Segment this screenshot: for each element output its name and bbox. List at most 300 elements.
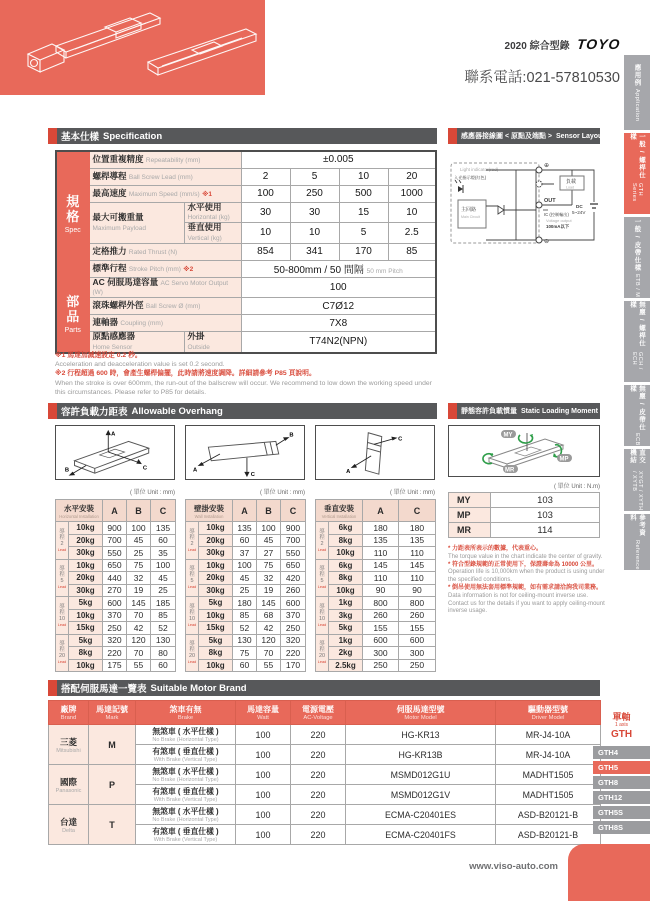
moment-label-mp: MP xyxy=(559,456,569,463)
overhang-value: 45 xyxy=(257,534,281,547)
unit-label: ( 單位 Unit : mm) xyxy=(130,490,175,496)
overhang-col-c: C xyxy=(151,500,176,522)
payload-cell: 30kg xyxy=(69,584,103,597)
overhang-row xyxy=(56,534,176,547)
overhang-value: 135 xyxy=(363,534,399,547)
install-type-en: Horizontal Installation xyxy=(59,513,99,519)
side-tab-gth-series[interactable] xyxy=(624,133,650,214)
payload-cell: 10kg xyxy=(329,547,363,560)
lead-en: Lead xyxy=(187,659,197,664)
motor-header-en: Mark xyxy=(105,715,119,721)
lead-en: Lead xyxy=(317,547,327,552)
actuator-line-art xyxy=(0,0,265,95)
overhang-value: 19 xyxy=(257,584,281,597)
moment-axis: MR xyxy=(449,523,491,538)
brake-zh: 無煞車 ( 水平仕樣 ) xyxy=(152,767,219,776)
model-tab-list xyxy=(593,746,650,834)
overhang-value: 27 xyxy=(257,547,281,560)
spec-row-motor-output xyxy=(56,277,436,298)
overhang-row xyxy=(186,634,306,647)
moment-value: 114 xyxy=(491,523,600,538)
payload-cell: 8kg xyxy=(329,534,363,547)
overhang-value: 70 xyxy=(257,647,281,660)
spec-value: 30 xyxy=(290,202,339,223)
overhang-value: 440 xyxy=(103,572,127,585)
lead-group-10 xyxy=(186,597,199,635)
overhang-value: 175 xyxy=(103,659,127,672)
spec-row-ballscrew-dia xyxy=(56,298,436,315)
payload-cell: 10kg xyxy=(199,559,233,572)
motor-header-zh: 伺服馬達型號 xyxy=(396,705,445,714)
payload-cell: 1kg xyxy=(329,634,363,647)
lead-char: 程 xyxy=(59,647,65,654)
overhang-value: 260 xyxy=(399,609,436,622)
overhang-value: 52 xyxy=(151,622,176,635)
payload-cell: 8kg xyxy=(329,572,363,585)
arrow-label-a: A xyxy=(346,469,351,476)
side-tab-label-en: GTH Series xyxy=(631,183,643,203)
watt-cell: 100 xyxy=(236,785,291,805)
brake-zh: 有煞車 ( 垂直仕樣 ) xyxy=(152,787,219,796)
lead-char: 導 xyxy=(59,603,65,610)
side-tab-reference[interactable] xyxy=(624,514,650,570)
overhang-value: 42 xyxy=(127,622,151,635)
overhang-horizontal-table xyxy=(55,499,176,672)
motor-col-ac-voltage xyxy=(291,701,346,725)
motor-model-cell: MSMD012G1U xyxy=(346,765,496,785)
motor-header-en: AC-Voltage xyxy=(303,715,333,721)
payload-cell: 30kg xyxy=(199,584,233,597)
spec-value: 5 xyxy=(339,223,388,244)
terminal-out: OUT xyxy=(544,198,556,204)
voltage-cell: 220 xyxy=(291,825,346,845)
catalog-edition: 2020 綜合型錄 xyxy=(504,41,570,52)
overhang-value: 130 xyxy=(233,634,257,647)
side-tab-gch-ech[interactable] xyxy=(624,301,650,382)
watt-cell: 100 xyxy=(236,765,291,785)
footnote-zh: ※1 馬達加減速設定 0.2 秒。 xyxy=(55,352,142,359)
horizontal-install-diagram xyxy=(55,425,175,480)
overhang-value: 110 xyxy=(399,572,436,585)
lead-char: 程 xyxy=(319,572,325,579)
overhang-value: 170 xyxy=(281,659,306,672)
spec-value: 50-800mm / 50 間隔 50 mm Pitch xyxy=(241,260,436,277)
lead-number: 10 xyxy=(188,615,196,622)
brand-zh: 三菱 xyxy=(59,736,77,747)
moment-value: 103 xyxy=(491,508,600,523)
current-limit-label: 100mA以下 xyxy=(546,224,570,229)
static-note-zh: * 力距表所表示的數據，代表重心。 xyxy=(448,546,543,552)
model-tab-gth8[interactable]: GTH8 xyxy=(593,776,650,789)
website-url: www.viso-auto.com xyxy=(469,861,558,872)
arrow-label-a: A xyxy=(111,431,116,438)
spec-value: 100 xyxy=(241,185,290,202)
payload-cell: 10kg xyxy=(69,559,103,572)
brake-cell xyxy=(136,825,236,845)
overhang-value: 70 xyxy=(127,609,151,622)
overhang-value: 120 xyxy=(127,634,151,647)
moment-axis: MP xyxy=(449,508,491,523)
spec-row-lead xyxy=(56,168,436,185)
overhang-wall-block xyxy=(185,425,305,672)
lead-number: 10 xyxy=(58,615,66,622)
overhang-value: 45 xyxy=(233,572,257,585)
mark-cell: P xyxy=(89,765,136,805)
overhang-value: 75 xyxy=(233,647,257,660)
overhang-value: 420 xyxy=(281,572,306,585)
model-tab-gth5s[interactable]: GTH5S xyxy=(593,806,650,819)
lead-char: 導 xyxy=(189,566,195,573)
overhang-row xyxy=(186,522,306,535)
overhang-table-name xyxy=(186,500,233,522)
brand-cell-delta xyxy=(49,805,89,845)
payload-cell: 10kg xyxy=(199,522,233,535)
overhang-row xyxy=(316,659,436,672)
spec-label: 最大可搬重量 Maximum Payload xyxy=(89,202,184,243)
brake-cell xyxy=(136,725,236,745)
spec-group-spec: 規格 Spec xyxy=(56,151,89,277)
motor-col-mark xyxy=(89,701,136,725)
spec-value: 85 xyxy=(388,243,436,260)
spec-label: 標準行程 Stroke Pitch (mm) ※2 xyxy=(89,260,241,277)
static-note-zh: * 符合型錄規範的正常使用下，保證壽命為 10000 公里。 xyxy=(448,561,599,568)
lead-char: 導 xyxy=(189,603,195,610)
moment-label-mr: MR xyxy=(505,467,515,474)
static-moment-row xyxy=(449,508,600,523)
section-title-zh: 搭配伺服馬達一覽表 xyxy=(61,684,147,695)
driver-model-cell: ASD-B20121-B xyxy=(496,825,601,845)
lead-group-2 xyxy=(186,522,199,560)
overhang-value: 250 xyxy=(399,659,436,672)
static-note-en: Data information is not for ceiling-mount inverse use. Contact us for the details if you want to apply ceiling-mount inverse usage. xyxy=(448,592,605,615)
spec-value: 7X8 xyxy=(241,315,436,332)
payload-cell: 3kg xyxy=(329,609,363,622)
brand-cell-mitsubishi xyxy=(49,725,89,765)
voltage-cell: 220 xyxy=(291,725,346,745)
spec-value: 854 xyxy=(241,243,290,260)
overhang-value: 19 xyxy=(127,584,151,597)
motor-header-en: Driver Model xyxy=(531,715,565,721)
lead-char: 程 xyxy=(189,534,195,541)
overhang-value: 320 xyxy=(103,634,127,647)
lead-number: 20 xyxy=(318,653,326,660)
payload-cell: 10kg xyxy=(69,522,103,535)
overhang-value: 37 xyxy=(233,547,257,560)
overhang-row xyxy=(316,647,436,660)
voltage-cell: 220 xyxy=(291,765,346,785)
overhang-value: 90 xyxy=(363,584,399,597)
voltage-cell: 220 xyxy=(291,745,346,765)
arrow-label-b: B xyxy=(64,467,70,474)
payload-cell: 1kg xyxy=(329,597,363,610)
driver-model-cell: MR-J4-10A xyxy=(496,725,601,745)
load-label-zh: 負載 xyxy=(566,179,577,185)
section-title-zh: 靜態容許負載慣量 xyxy=(461,408,517,415)
overhang-row xyxy=(186,609,306,622)
overhang-col-a: A xyxy=(103,500,127,522)
payload-cell: 30kg xyxy=(199,547,233,560)
lead-char: 程 xyxy=(189,572,195,579)
watt-cell: 100 xyxy=(236,725,291,745)
static-moment-row xyxy=(449,523,600,538)
overhang-row xyxy=(56,622,176,635)
static-moment-notes xyxy=(448,546,606,616)
model-tab-gth5[interactable]: GTH5 xyxy=(593,761,650,774)
side-tab-label-en: Reference xyxy=(634,540,640,570)
spec-footnotes xyxy=(55,351,439,397)
motor-header-zh: 馬達容量 xyxy=(247,705,279,714)
lead-group-2 xyxy=(316,522,329,560)
model-tab-gth8s[interactable]: GTH8S xyxy=(593,821,650,834)
motor-model-cell: HG-KR13 xyxy=(346,725,496,745)
lead-number: 2 xyxy=(320,540,324,547)
side-tab-label-en: ETB / M xyxy=(634,273,640,297)
motor-model-cell: MSMD012G1V xyxy=(346,785,496,805)
spec-label: 滾珠螺桿外徑 Ball Screw Ø (mm) xyxy=(89,298,241,315)
section-title-zh: 基本仕樣 xyxy=(61,132,100,143)
spec-value: 341 xyxy=(290,243,339,260)
wall-install-diagram xyxy=(185,425,305,480)
spec-value: 20 xyxy=(388,168,436,185)
payload-cell: 8kg xyxy=(199,647,233,660)
spec-row-repeatability xyxy=(56,151,436,168)
model-tab-gth12[interactable]: GTH12 xyxy=(593,791,650,804)
model-group-zh: 單軸 xyxy=(612,712,631,722)
overhang-row xyxy=(56,647,176,660)
series-nav-tabs xyxy=(624,55,650,573)
payload-cell: 5kg xyxy=(199,634,233,647)
overhang-value: 180 xyxy=(399,522,436,535)
overhang-wall-table xyxy=(185,499,306,672)
overhang-value: 145 xyxy=(363,559,399,572)
overhang-row xyxy=(56,572,176,585)
lead-group-5 xyxy=(186,559,199,597)
overhang-value: 110 xyxy=(399,547,436,560)
side-tab-label-en: Application xyxy=(634,88,640,121)
spec-value: 15 xyxy=(339,202,388,223)
arrow-label-c: C xyxy=(142,465,148,472)
lead-group-20 xyxy=(316,634,329,672)
overhang-row xyxy=(316,634,436,647)
section-title-en: Suitable Motor Brand xyxy=(150,682,247,694)
payload-cell: 20kg xyxy=(69,534,103,547)
overhang-vertical-table xyxy=(315,499,436,672)
motor-header-en: Brake xyxy=(177,715,194,721)
side-tab-label-zh: 無塵 / 螺桿仕樣 xyxy=(629,301,645,347)
overhang-row xyxy=(316,559,436,572)
watt-cell: 100 xyxy=(236,825,291,845)
side-tab-etb-m[interactable] xyxy=(624,217,650,298)
brake-cell xyxy=(136,805,236,825)
overhang-col-a: A xyxy=(363,500,399,522)
install-type-zh: 壁掛安裝 xyxy=(194,503,224,513)
spec-label: 定格推力 Rated Thrust (N) xyxy=(89,243,241,260)
side-tab-label-en: GCH / ECH xyxy=(631,351,643,370)
overhang-value: 220 xyxy=(103,647,127,660)
lead-group-10 xyxy=(56,597,69,635)
spec-value: 100 xyxy=(241,277,436,298)
overhang-row xyxy=(186,647,306,660)
spec-value: 1000 xyxy=(388,185,436,202)
overhang-row xyxy=(56,609,176,622)
side-tab-label-en: XYGT / XYTH / XYTB xyxy=(631,470,643,511)
overhang-row xyxy=(186,534,306,547)
payload-cell: 10kg xyxy=(69,659,103,672)
moment-label-my: MY xyxy=(503,432,513,439)
lead-en: Lead xyxy=(187,547,197,552)
motor-col-watt xyxy=(236,701,291,725)
section-title-zh: 感應器接線圖 < 原點及端點 > xyxy=(461,133,553,140)
lead-char: 程 xyxy=(59,534,65,541)
overhang-value: 100 xyxy=(151,559,176,572)
product-hero-image xyxy=(0,0,265,95)
overhang-col-c: C xyxy=(399,500,436,522)
motor-col-brand xyxy=(49,701,89,725)
model-tab-gth4[interactable]: GTH4 xyxy=(593,746,650,759)
overhang-row xyxy=(56,522,176,535)
overhang-row xyxy=(316,609,436,622)
motor-row xyxy=(49,765,601,785)
brake-zh: 無煞車 ( 水平仕樣 ) xyxy=(152,727,219,736)
spec-value: 2.5 xyxy=(388,223,436,244)
lead-group-2 xyxy=(56,522,69,560)
dc-label: DC xyxy=(576,204,583,209)
spec-row-payload-horizontal xyxy=(56,202,436,223)
lead-char: 導 xyxy=(59,566,65,573)
payload-cell: 6kg xyxy=(329,522,363,535)
overhang-row xyxy=(186,659,306,672)
main-circuit-en: Main Circuit xyxy=(461,215,480,219)
overhang-row xyxy=(186,597,306,610)
overhang-value: 32 xyxy=(127,572,151,585)
motor-header-en: Brand xyxy=(60,715,77,721)
payload-cell: 10kg xyxy=(329,584,363,597)
side-tab-ecb[interactable] xyxy=(624,385,650,446)
spec-value: 10 xyxy=(339,168,388,185)
spec-value: 10 xyxy=(290,223,339,244)
spec-value: 10 xyxy=(241,223,290,244)
driver-model-cell: ASD-B20121-B xyxy=(496,805,601,825)
spec-value: 10 xyxy=(388,202,436,223)
overhang-value: 52 xyxy=(233,622,257,635)
overhang-row xyxy=(56,559,176,572)
overhang-value: 800 xyxy=(399,597,436,610)
catalog-brand-row xyxy=(505,36,620,52)
motor-header-en: Watt xyxy=(257,715,269,721)
overhang-value: 650 xyxy=(281,559,306,572)
overhang-value: 300 xyxy=(363,647,399,660)
overhang-value: 42 xyxy=(257,622,281,635)
motor-header-zh: 廠牌 xyxy=(60,705,77,714)
overhang-value: 85 xyxy=(151,609,176,622)
lead-en: Lead xyxy=(317,622,327,627)
motor-header-en: Motor Model xyxy=(404,715,437,721)
voltage-output-label: Voltage output xyxy=(546,218,572,223)
section-title-en: Sensor Layout xyxy=(556,132,605,140)
side-tab-application[interactable] xyxy=(624,55,650,130)
spec-value: 30 xyxy=(241,202,290,223)
payload-cell: 5kg xyxy=(329,622,363,635)
lead-char: 導 xyxy=(59,641,65,648)
overhang-value: 120 xyxy=(257,634,281,647)
payload-cell: 6kg xyxy=(329,559,363,572)
static-note-en: The torque value in the chart indicate the center of gravity. xyxy=(448,553,603,560)
overhang-value: 320 xyxy=(281,634,306,647)
side-tab-xygt-xyth-xytb[interactable] xyxy=(624,449,650,511)
brake-en: No Brake (Horizontal Type) xyxy=(152,737,219,743)
overhang-horizontal-block xyxy=(55,425,175,672)
overhang-value: 25 xyxy=(151,584,176,597)
overhang-value: 100 xyxy=(257,522,281,535)
brake-en: With Brake (Vertical Type) xyxy=(153,837,218,843)
brake-en: No Brake (Horizontal Type) xyxy=(152,777,219,783)
overhang-value: 110 xyxy=(363,547,399,560)
overhang-value: 220 xyxy=(281,647,306,660)
spec-value: C7Ø12 xyxy=(241,298,436,315)
lead-group-20 xyxy=(186,634,199,672)
brand-en: Panasonic xyxy=(55,787,82,794)
terminal-minus: ⊖ xyxy=(544,239,550,245)
section-header-overhang xyxy=(48,403,437,419)
lead-en: Lead xyxy=(57,622,67,627)
spec-sublabel: 垂直使用 Vertical (kg) xyxy=(184,223,241,244)
brand-en: Delta xyxy=(62,827,75,834)
overhang-value: 550 xyxy=(281,547,306,560)
overhang-value: 900 xyxy=(103,522,127,535)
overhang-value: 600 xyxy=(103,597,127,610)
static-moment-table xyxy=(448,492,600,538)
overhang-row xyxy=(186,547,306,560)
overhang-value: 135 xyxy=(233,522,257,535)
spec-value: ±0.005 xyxy=(241,151,436,168)
overhang-value: 600 xyxy=(399,634,436,647)
overhang-row xyxy=(56,584,176,597)
overhang-value: 250 xyxy=(103,622,127,635)
lead-number: 10 xyxy=(318,615,326,622)
overhang-value: 60 xyxy=(233,534,257,547)
indicator-label-en: Light indicator(red) xyxy=(460,167,499,172)
overhang-value: 250 xyxy=(281,622,306,635)
lead-en: Lead xyxy=(317,659,327,664)
lead-char: 程 xyxy=(59,609,65,616)
install-type-en: Wall Installation xyxy=(194,513,224,519)
spec-value: 250 xyxy=(290,185,339,202)
overhang-value: 550 xyxy=(103,547,127,560)
overhang-row xyxy=(316,597,436,610)
spec-group-parts: 部品 Parts xyxy=(56,277,89,353)
sensor-wiring-diagram xyxy=(448,150,600,262)
overhang-row xyxy=(186,559,306,572)
lead-en: Lead xyxy=(317,584,327,589)
overhang-row xyxy=(186,622,306,635)
payload-cell: 15kg xyxy=(69,622,103,635)
overhang-value: 370 xyxy=(281,609,306,622)
lead-en: Lead xyxy=(57,584,67,589)
motor-model-cell: ECMA-C20401ES xyxy=(346,805,496,825)
overhang-value: 35 xyxy=(151,547,176,560)
corner-accent-block xyxy=(568,844,650,901)
brake-cell xyxy=(136,765,236,785)
overhang-value: 185 xyxy=(151,597,176,610)
unit-label: ( 單位 Unit : mm) xyxy=(390,490,435,496)
overhang-value: 90 xyxy=(399,584,436,597)
install-type-zh: 水平安裝 xyxy=(64,503,94,513)
overhang-value: 68 xyxy=(257,609,281,622)
lead-char: 導 xyxy=(319,641,325,648)
lead-char: 導 xyxy=(319,566,325,573)
lead-char: 導 xyxy=(189,528,195,535)
overhang-value: 370 xyxy=(103,609,127,622)
